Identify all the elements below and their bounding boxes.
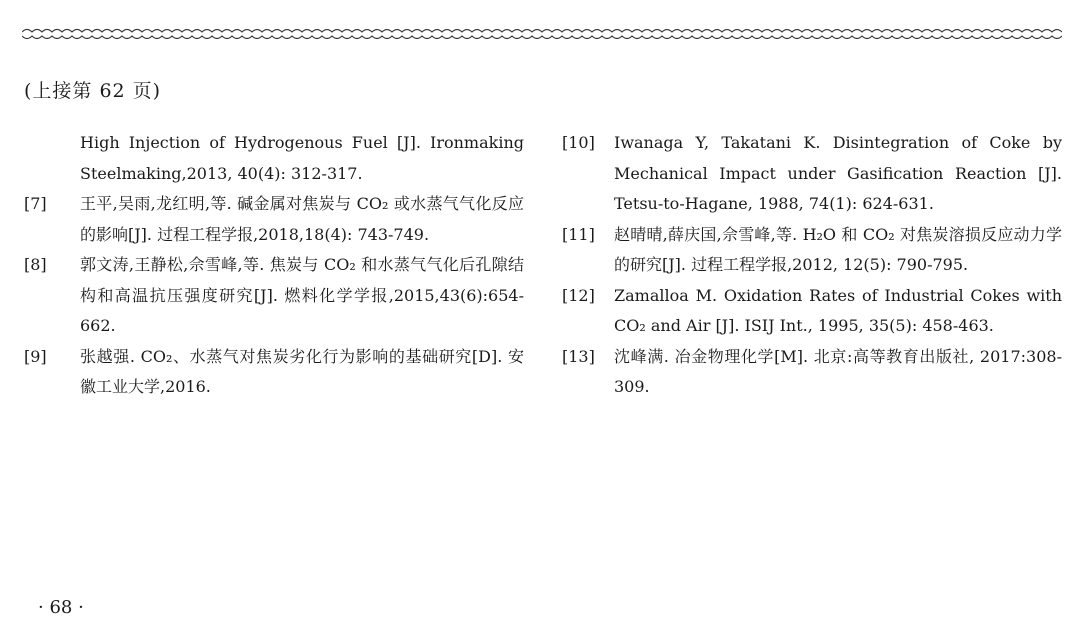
reference-text: 张越强. CO₂、水蒸气对焦炭劣化行为影响的基础研究[D]. 安徽工业大学,2016. xyxy=(80,346,524,396)
reference-item xyxy=(562,281,1062,342)
reference-text: 沈峰满. 冶金物理化学[M]. 北京:高等教育出版社, 2017:308-309. xyxy=(614,346,1062,396)
reference-text: Iwanaga Y, Takatani K. Disintegration of Coke by Mechanical Impact under Gasification Reaction [J]. Tetsu-to-Hagane, 1988, 74(1): 624-631. xyxy=(614,133,1062,213)
reference-text: 王平,吴雨,龙红明,等. 碱金属对焦炭与 CO₂ 或水蒸气气化反应的影响[J]. 过程工程学报,2018,18(4): 743-749. xyxy=(80,194,524,244)
references-left-column xyxy=(24,128,524,403)
reference-number: [7] xyxy=(24,194,47,213)
reference-number: [9] xyxy=(24,346,47,366)
page-number: · 68 · xyxy=(38,597,84,618)
reference-item xyxy=(24,342,524,403)
reference-item xyxy=(24,128,524,189)
reference-item xyxy=(24,189,524,250)
reference-text: High Injection of Hydrogenous Fuel [J]. Ironmaking Steelmaking,2013, 40(4): 312-317. xyxy=(80,133,524,183)
continued-from-label: (上接第 62 页) xyxy=(24,80,162,102)
reference-item xyxy=(562,342,1062,403)
reference-number: [10] xyxy=(562,133,595,152)
reference-text: 郭文涛,王静松,佘雪峰,等. 焦炭与 CO₂ 和水蒸气气化后孔隙结构和高温抗压强度研究[J]. 燃料化学学报,2015,43(6):654-662. xyxy=(80,255,524,335)
references-right-column xyxy=(562,128,1062,403)
reference-number: [13] xyxy=(562,346,595,366)
reference-number: [8] xyxy=(24,255,47,274)
reference-number: [12] xyxy=(562,285,595,305)
reference-item xyxy=(562,220,1062,281)
reference-item xyxy=(24,250,524,342)
reference-text: Zamalloa M. Oxidation Rates of Industrial Cokes with CO₂ and Air [J]. ISIJ Int., 1995, 35(5): 458-463. xyxy=(614,285,1062,335)
reference-number: [11] xyxy=(562,224,595,244)
decorative-wave-border xyxy=(22,26,1062,42)
reference-text: 赵晴晴,薛庆国,佘雪峰,等. H₂O 和 CO₂ 对焦炭溶损反应动力学的研究[J]. 过程工程学报,2012, 12(5): 790-795. xyxy=(614,224,1062,274)
reference-item xyxy=(562,128,1062,220)
